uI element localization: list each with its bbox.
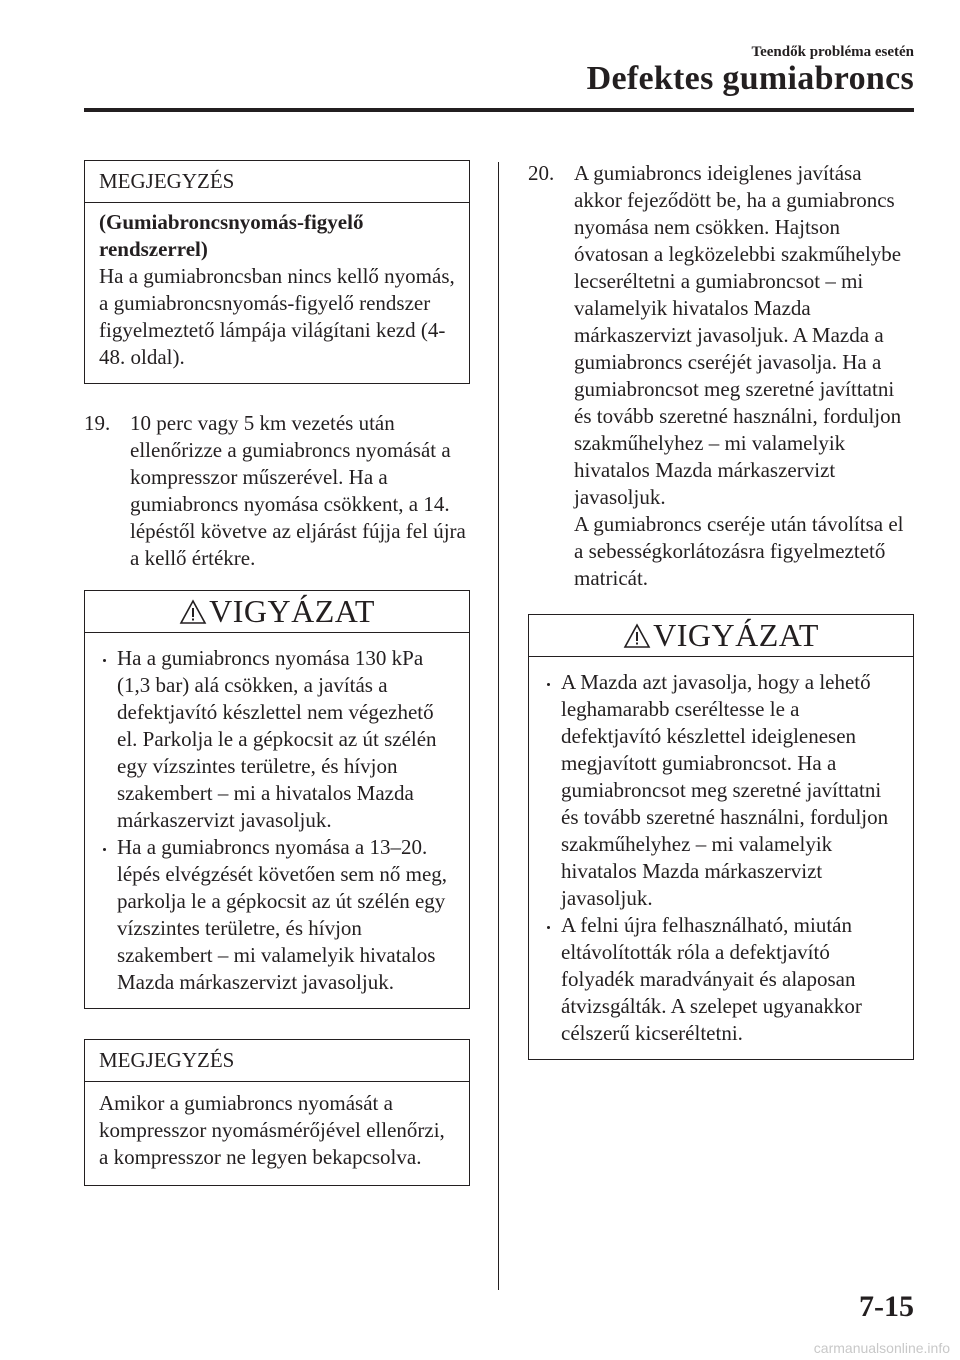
- note-body: [85, 203, 469, 383]
- caution-heading-text: VIGYÁZAT: [653, 617, 819, 653]
- caution-item: Ha a gumiabroncs nyomása a 13–20. lépés elvégzését követően sem nő meg, parkolja le a gépkocsit az út szélén egy vízszintes területre, és hívjon szakembert – mi valamelyik hivatalos Mazda márkaszervizt javasoljuk.: [99, 834, 455, 996]
- step-text-secondary: A gumiabroncs cseréje után távolítsa el a sebességkorlátozásra figyelmeztető matricát.: [574, 512, 904, 590]
- caution-box-replace: [528, 614, 914, 1060]
- left-column: [84, 160, 470, 1186]
- note-subtitle: (Gumiabroncsnyomás-figyelő rendszerrel): [99, 210, 364, 261]
- step-20: [528, 160, 914, 592]
- note-box-compressor: [84, 1039, 470, 1186]
- caution-item: A Mazda azt javasolja, hogy a lehető leghamarabb cseréltesse le a defektjavító készlettel ideiglenesen megjavított gumiabroncsot. Ha a gumiabroncsot meg szeretné javíttatni és tovább szeretné használni, forduljon szakműhelyhez – mi valamelyik hivatalos Mazda márkaszervizt javasoljuk.: [543, 669, 899, 912]
- watermark: carmanualsonline.info: [813, 1340, 950, 1356]
- caution-item: A felni újra felhasználható, miután eltávolították róla a defektjavító folyadék maradványait és alaposan átvizsgálták. A szelepet ugyanakkor célszerű kicseréltetni.: [543, 912, 899, 1047]
- page-title: Defektes gumiabroncs: [586, 60, 914, 97]
- caution-body: [85, 633, 469, 1008]
- step-text: 10 perc vagy 5 km vezetés után ellenőrizze a gumiabroncs nyomását a kompresszor műszerével. Ha a gumiabroncs nyomása csökkent, a 14. lépéstől követve az eljárást fújja fel újra a kellő értékre.: [130, 411, 466, 570]
- step-number: 19.: [84, 411, 111, 435]
- section-title: Teendők probléma esetén: [751, 44, 914, 60]
- header-rule: [84, 108, 914, 112]
- caution-box-pressure: [84, 590, 470, 1009]
- step-text: A gumiabroncs ideiglenes javítása akkor fejeződött be, ha a gumiabroncs nyomása nem csökken. Hajtson óvatosan a legközelebbi szakműhelybe lecseréltetni a gumiabroncsot – mi valamelyik hivatalos Mazda márkaszervizt javasoljuk. A Mazda a gumiabroncs cseréjét javasolja. Ha a gumiabroncsot meg szeretné javíttatni és tovább szeretné használni, forduljon szakműhelyhez – mi valamelyik hivatalos Mazda márkaszervizt javasoljuk.: [574, 161, 902, 509]
- step-19: [84, 410, 470, 572]
- warning-triangle-icon: [179, 599, 207, 625]
- caution-heading: [85, 591, 469, 633]
- note-text: Amikor a gumiabroncs nyomását a kompresszor nyomásmérőjével ellenőrzi, a kompresszor ne legyen bekapcsolva.: [99, 1091, 445, 1169]
- caution-item: Ha a gumiabroncs nyomása 130 kPa (1,3 bar) alá csökken, a javítás a defektjavító készlettel nem végezhető el. Parkolja le a gépkocsit az út szélén egy vízszintes területre, és hívjon szakembert – mi a hivatalos Mazda márkaszervizt javasoljuk.: [99, 645, 455, 834]
- note-body: [85, 1082, 469, 1185]
- caution-body: [529, 657, 913, 1059]
- step-number: 20.: [528, 161, 555, 185]
- column-divider: [498, 162, 499, 1290]
- caution-heading-text: VIGYÁZAT: [209, 593, 375, 629]
- caution-heading: [529, 615, 913, 657]
- note-heading: MEGJEGYZÉS: [85, 161, 469, 203]
- note-text: Ha a gumiabroncsban nincs kellő nyomás, a gumiabroncsnyomás-figyelő rendszer figyelmeztető lámpája világítani kezd (4-48. oldal).: [99, 264, 455, 369]
- right-column: [528, 160, 914, 1060]
- note-box-tpms: [84, 160, 470, 384]
- warning-triangle-icon: [623, 623, 651, 649]
- note-heading: MEGJEGYZÉS: [85, 1040, 469, 1082]
- page-number: 7-15: [859, 1290, 914, 1323]
